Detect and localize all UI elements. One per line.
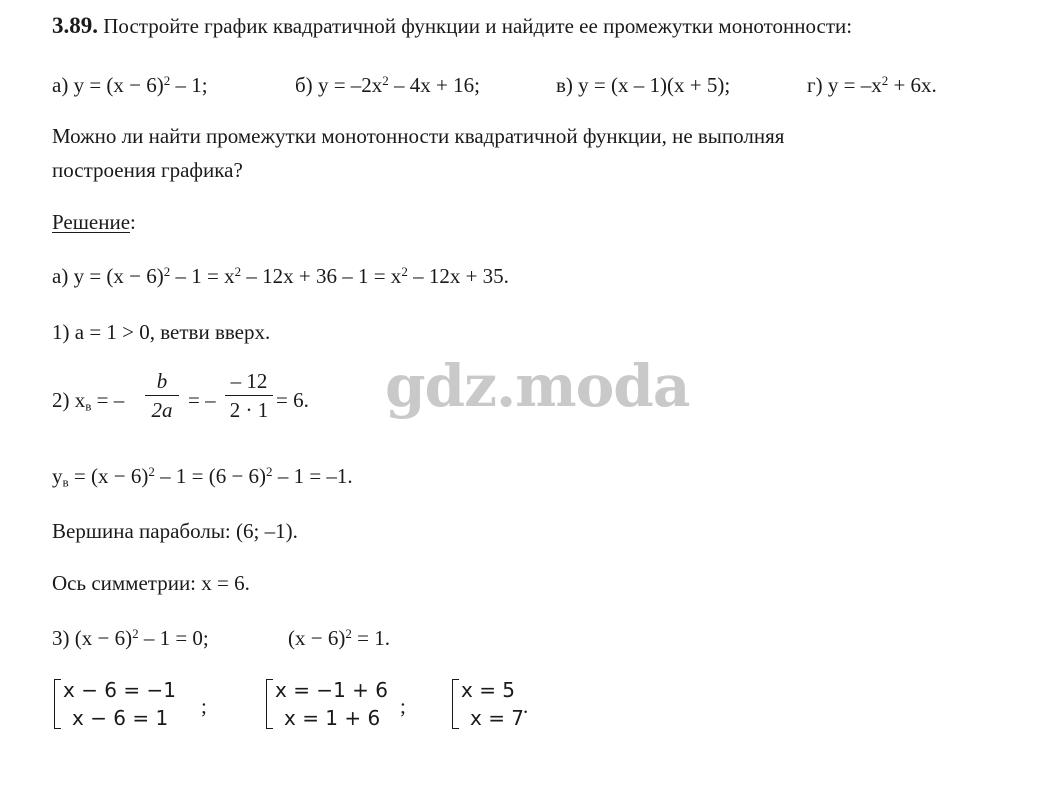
vertex-line: Вершина параболы: (6; –1).: [52, 519, 298, 543]
vertex-y-line: $y_в = (x - 6)^2 - 1 = (6 - 6)^2 - 1 = -1$.: [52, 463, 353, 490]
problem-statement: Постройте график квадратичной функции и найдите ее промежутки монотонности:: [103, 14, 853, 38]
item-b: б) $y = -2x^2 - 4x + 16$;: [295, 72, 480, 97]
question-line-2: построения графика?: [52, 158, 243, 182]
fraction-minus12-over-2x1: – 12 2 · 1: [225, 371, 273, 421]
solution-a-line: а) $y = (x - 6)^2 - 1 = x^2 - 12x + 36 - 1 = x^2 - 12x + 35$.: [52, 263, 509, 288]
question-line-1: Можно ли найти промежутки монотонности квадратичной функции, не выполняя: [52, 124, 785, 148]
step-1: 1) a = 1 > 0, ветви вверх.: [52, 320, 271, 344]
item-v: в) y = (x – 1)(x + 5);: [556, 73, 731, 97]
axis-line: Ось симметрии: x = 6.: [52, 571, 250, 595]
separator-3: .: [523, 694, 529, 718]
separator-2: ;: [400, 694, 406, 718]
step-2: 2) $x_в$ = – b 2a = – – 12 2 · 1 = 6.: [52, 369, 309, 422]
separator-1: ;: [201, 694, 207, 718]
item-g: г) $y = -x^2 + 6x$.: [807, 72, 937, 97]
watermark-logo: gdz.moda: [385, 352, 690, 420]
fraction-b-over-2a: b 2a: [145, 371, 179, 421]
item-a: а) $y = (x - 6)^2 - 1$;: [52, 72, 208, 97]
problem-header: [52, 14, 852, 37]
solution-heading: Решение:: [52, 210, 136, 234]
problem-number: 3.89.: [52, 13, 98, 38]
items-line: [52, 72, 982, 101]
step-3: 3) $(x - 6)^2 - 1 = 0$; $(x - 6)^2 = 1$.: [52, 625, 390, 650]
